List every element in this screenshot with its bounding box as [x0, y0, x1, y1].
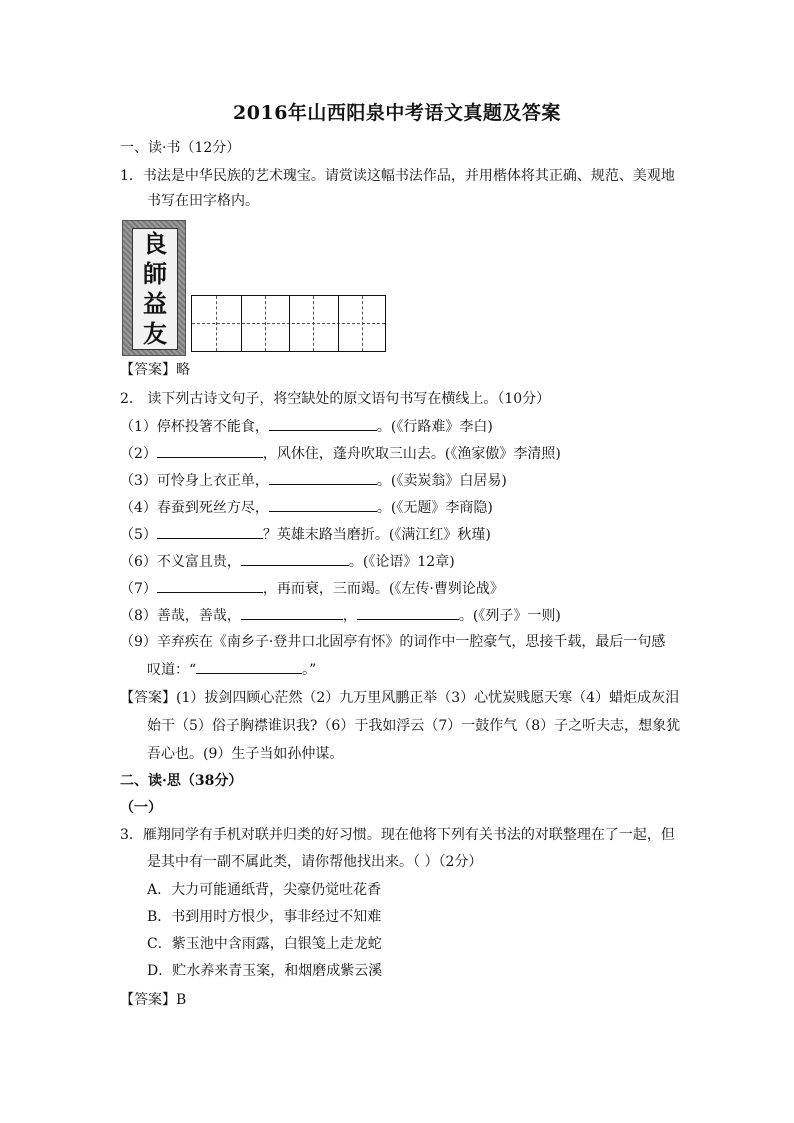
- calligraphy-image: [122, 220, 186, 356]
- q2-item-9-line1: （9）辛弃疾在《南乡子·登井口北固亭有怀》的词作中一腔豪气，思接千载，最后一句感: [120, 634, 666, 650]
- answer-blank[interactable]: [157, 524, 263, 539]
- q2-item-1: （1）停杯投箸不能食， 。(《行路难》李白): [120, 416, 493, 437]
- answer-blank[interactable]: [157, 578, 263, 593]
- q3-option-b: B．书到用时方恨少，事非经过不知难: [147, 909, 382, 925]
- q2-item-9-line2: 叹道：“ 。”: [147, 659, 316, 680]
- q2-item-4: （4）春蚕到死丝方尽， 。(《无题》李商隐): [120, 497, 493, 518]
- q2-item-2: （2） ，风休住，蓬舟吹取三山去。(《渔家傲》李清照): [120, 443, 561, 464]
- q3-line2: 是其中有一副不属此类，请你帮他找出来。（ ）（2分）: [147, 854, 483, 870]
- q3-option-d: D．贮水养来青玉案，和烟磨成紫云溪: [147, 963, 383, 979]
- q1-answer: 【答案】略: [120, 362, 190, 378]
- answer-blank[interactable]: [241, 605, 343, 620]
- q2-item-8: （8）善哉，善哉， ， 。(《列子》一则): [120, 605, 561, 626]
- tianzige-grid: [191, 295, 386, 352]
- answer-blank[interactable]: [157, 443, 263, 458]
- answer-blank[interactable]: [269, 470, 377, 485]
- q2-item-6: （6）不义富且贵， 。(《论语》12章): [120, 551, 455, 572]
- q2-intro: 2． 读下列古诗文句子，将空缺处的原文语句书写在横线上。（10分）: [120, 391, 551, 407]
- q2-answer-line2: 始干（5）俗子胸襟谁识我?（6）于我如浮云（7）一鼓作气（8）子之听夫志，想象犹: [147, 718, 681, 734]
- q2-answer-line1: 【答案】(1）拔剑四顾心茫然（2）九万里风鹏正举（3）心忧炭贱愿天寒（4）蜡炬成灰泪: [120, 690, 680, 706]
- answer-blank[interactable]: [196, 659, 302, 674]
- calligraphy-char: 良: [143, 229, 167, 258]
- q1-line2: 书写在田字格内。: [147, 193, 259, 209]
- q2-item-3: （3）可怜身上衣正单， 。(《卖炭翁》白居易): [120, 470, 507, 491]
- q1-line1: 1．书法是中华民族的艺术瑰宝。请赏读这幅书法作品，并用楷体将其正确、规范、美观地: [120, 168, 675, 184]
- page-title: 2016年山西阳泉中考语文真题及答案: [233, 102, 561, 124]
- q2-item-5: （5） ？英雄末路当磨折。(《满江红》秋瑾): [120, 524, 491, 545]
- q3-option-a: A．大力可能通纸背，尖豪仍觉吐花香: [147, 882, 382, 898]
- q2-item-7: （7） ，再而衰，三而竭。(《左传·曹刿论战》: [120, 578, 504, 599]
- q3-line1: 3．雁翔同学有手机对联并归类的好习惯。现在他将下列有关书法的对联整理在了一起，但: [120, 827, 675, 843]
- section2-heading: 二、读·思（38分）: [120, 773, 243, 789]
- calligraphy-char: 師: [143, 259, 167, 288]
- section1-heading: 一、读·书（12分）: [120, 140, 241, 156]
- calligraphy-char: 友: [143, 319, 167, 348]
- calligraphy-char: 益: [143, 289, 167, 318]
- q2-answer-line3: 吾心也。(9）生子当如孙仲谋。: [147, 746, 344, 762]
- answer-blank[interactable]: [269, 497, 377, 512]
- answer-blank[interactable]: [357, 605, 459, 620]
- section2-subheading: （一）: [120, 800, 162, 816]
- q3-answer: 【答案】B: [120, 992, 187, 1008]
- answer-blank[interactable]: [241, 551, 349, 566]
- q3-option-c: C．紫玉池中含雨露，白银笺上走龙蛇: [147, 936, 382, 952]
- answer-blank[interactable]: [269, 416, 377, 431]
